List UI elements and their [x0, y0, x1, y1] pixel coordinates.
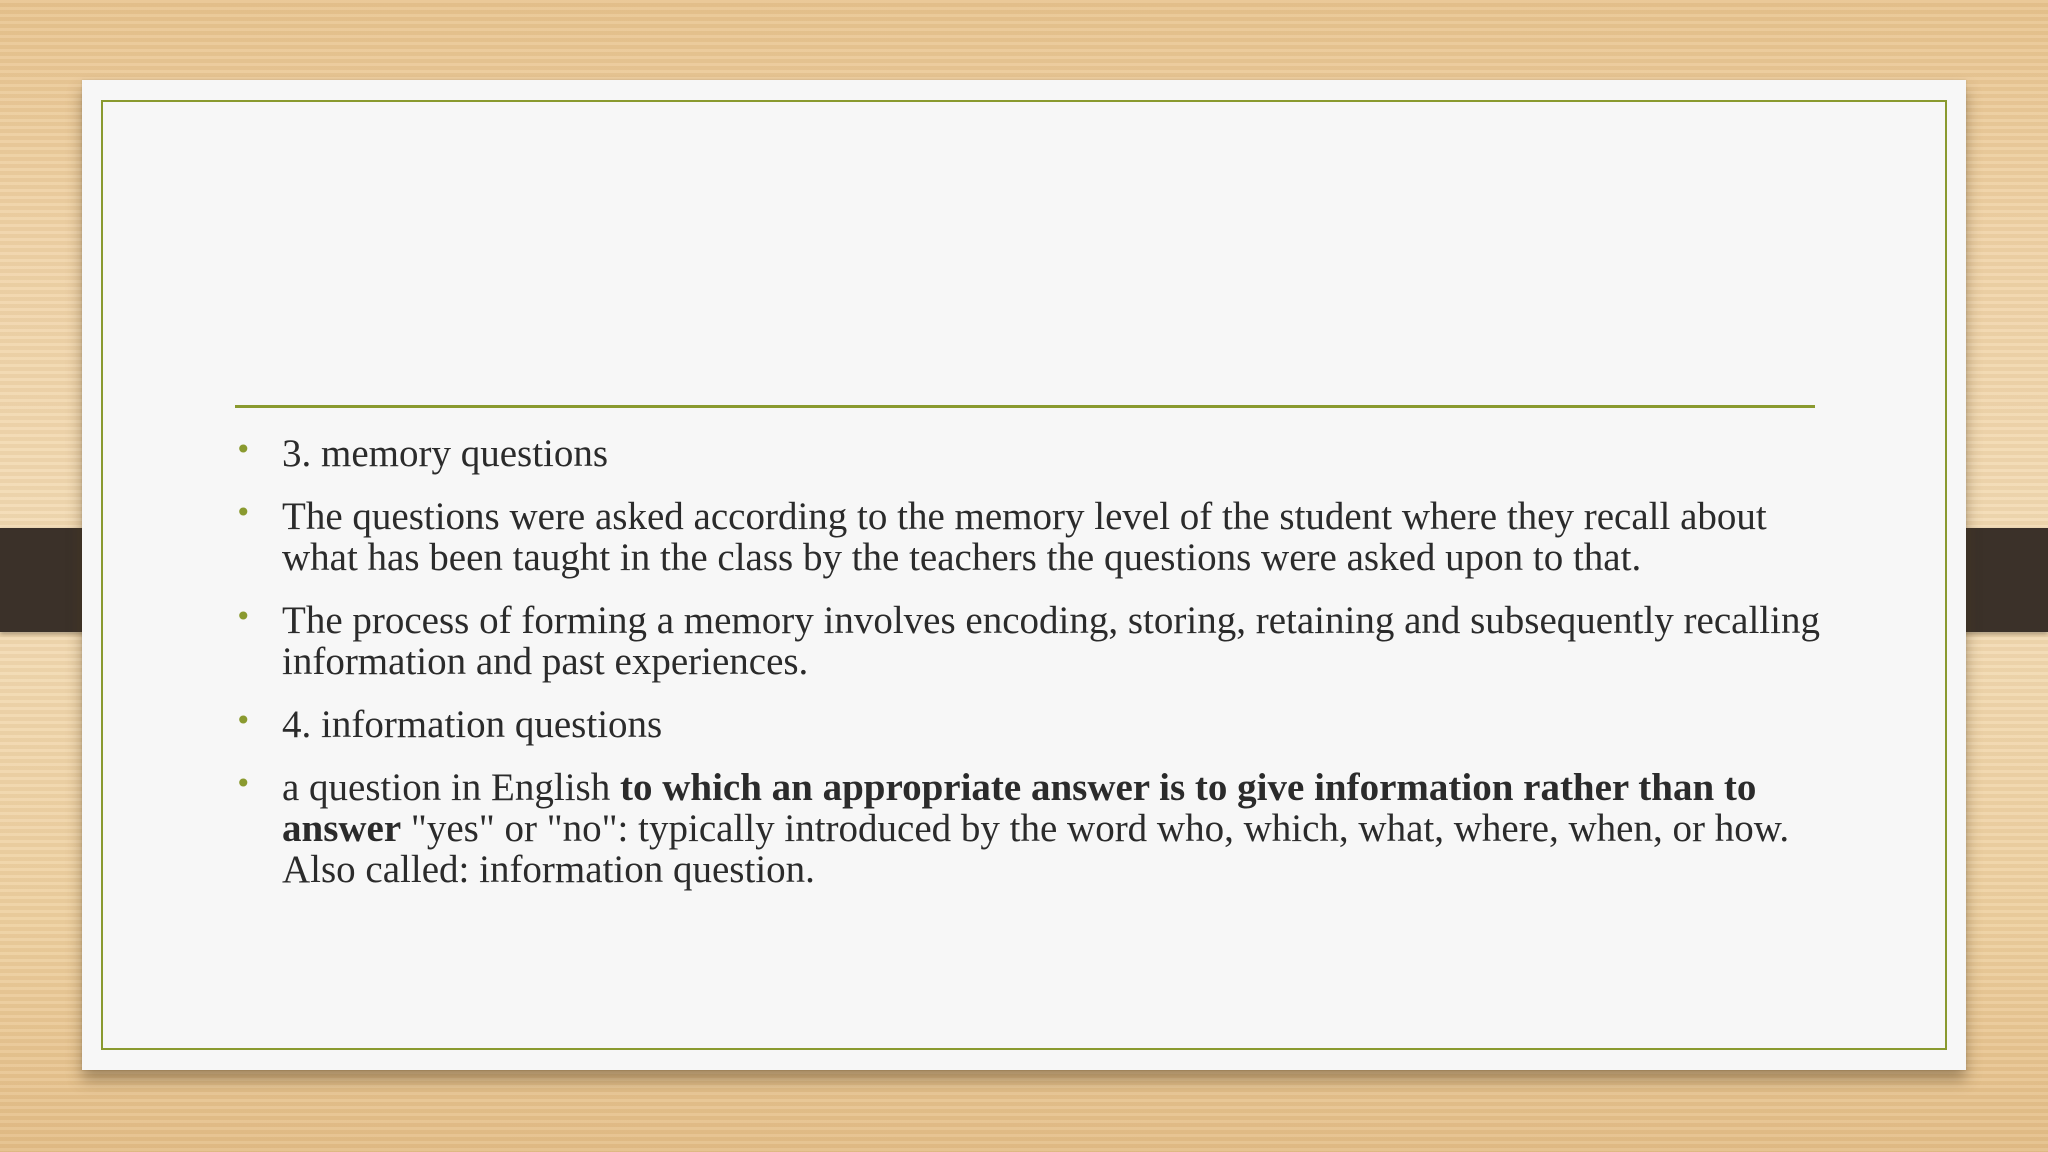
bullet-list	[235, 433, 1825, 912]
bullet-icon: •	[235, 704, 252, 737]
bullet-icon: •	[235, 433, 252, 466]
list-item-lead-text: a question in English	[282, 766, 620, 809]
title-divider	[235, 405, 1815, 408]
list-item-text: 4. information questions	[282, 703, 663, 746]
list-item	[235, 600, 1825, 682]
bullet-icon: •	[235, 496, 252, 529]
list-item-bold-text: to which an appropriate answer is to give information rather than to answer	[282, 766, 1757, 850]
list-item	[235, 704, 1825, 745]
list-item	[235, 767, 1825, 890]
slide	[82, 80, 1966, 1070]
list-item-tail-text: "yes" or "no": typically introduced by the word who, which, what, where, when, or how. Also called: information question.	[282, 807, 1790, 891]
list-item	[235, 496, 1825, 578]
list-item-text: The questions were asked according to the memory level of the student where they recall about what has been taught in the class by the teachers the questions were asked upon to that.	[282, 495, 1767, 579]
list-item-text: 3. memory questions	[282, 432, 609, 475]
list-item	[235, 433, 1825, 474]
list-item-text: The process of forming a memory involves encoding, storing, retaining and subsequently recalling information and past experiences.	[282, 599, 1820, 683]
bullet-icon: •	[235, 600, 252, 633]
bullet-icon: •	[235, 767, 252, 800]
